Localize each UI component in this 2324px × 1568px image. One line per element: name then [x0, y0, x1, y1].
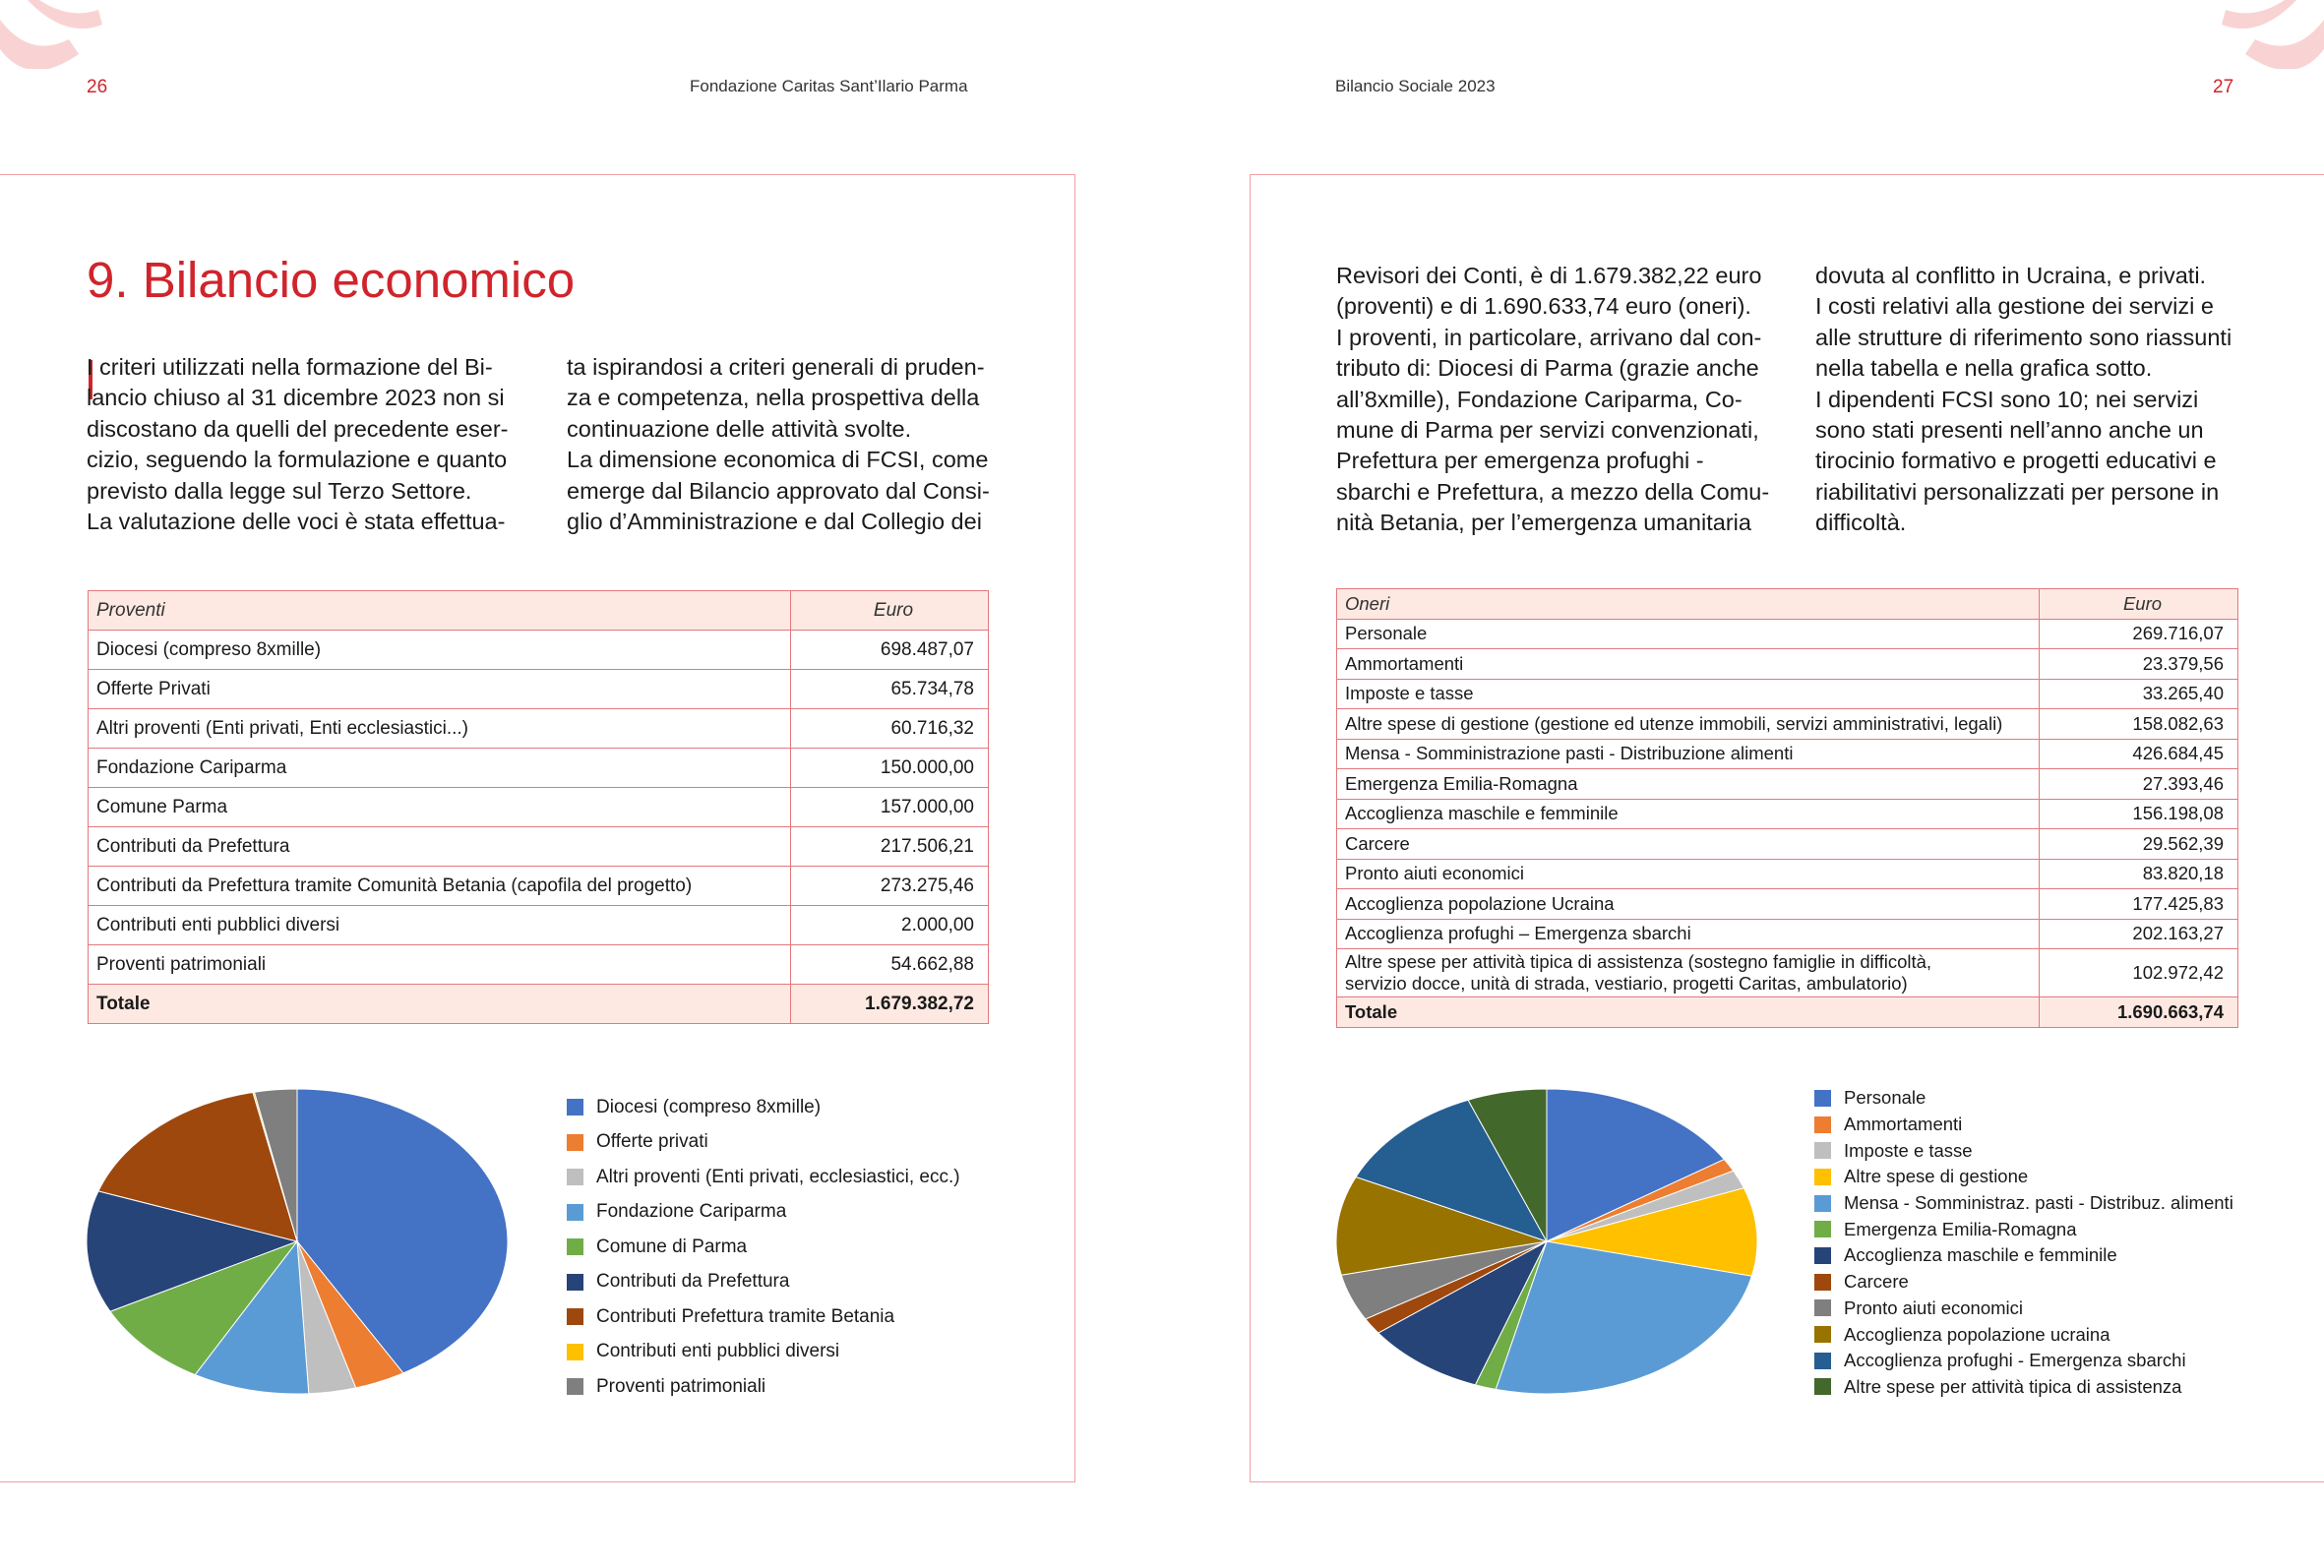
legend-item	[1814, 1269, 2233, 1296]
table-row	[89, 867, 989, 906]
table-row	[1337, 889, 2238, 920]
row-amount: 157.000,00	[791, 788, 989, 827]
table-row	[1337, 709, 2238, 740]
row-amount: 60.716,32	[791, 709, 989, 749]
table-header-row	[1337, 589, 2238, 620]
row-label: Accoglienza popolazione Ucraina	[1337, 889, 2040, 920]
left-body-col-2: ta ispirandosi a criteri generali di pruden- za e competenza, nella prospettiva della continuazione delle attività svolte. La dimensione economica di FCSI, come emerge dal Bilancio approvato dal Consi- glio d’Amministrazione e dal Collegio dei	[567, 354, 990, 535]
row-label: Diocesi (compreso 8xmille)	[89, 631, 791, 670]
legend-label: Offerte privati	[596, 1131, 708, 1153]
row-amount: 217.506,21	[791, 827, 989, 867]
oneri-pie-chart	[1336, 1088, 1757, 1395]
table-row	[89, 827, 989, 867]
legend-swatch	[1814, 1221, 1831, 1237]
table-row	[1337, 829, 2238, 860]
legend-item	[1814, 1321, 2233, 1348]
legend-swatch	[1814, 1247, 1831, 1264]
row-label: Altre spese di gestione (gestione ed utenze immobili, servizi amministrativi, legali)	[1337, 709, 2040, 740]
legend-label: Diocesi (compreso 8xmille)	[596, 1096, 822, 1117]
row-label: Mensa - Somministrazione pasti - Distribuzione alimenti	[1337, 739, 2040, 769]
legend-swatch	[567, 1204, 583, 1221]
row-label: Proventi patrimoniali	[89, 945, 791, 985]
row-label: Offerte Privati	[89, 670, 791, 709]
row-amount: 177.425,83	[2040, 889, 2238, 920]
table-row	[1337, 739, 2238, 769]
row-label: Accoglienza maschile e femminile	[1337, 799, 2040, 829]
legend-swatch	[567, 1238, 583, 1255]
legend-item	[567, 1265, 960, 1300]
row-label: Emergenza Emilia-Romagna	[1337, 769, 2040, 800]
corner-decoration-left	[0, 0, 108, 69]
row-label: Comune Parma	[89, 788, 791, 827]
total-row	[1337, 997, 2238, 1028]
row-label: Fondazione Cariparma	[89, 749, 791, 788]
row-amount: 2.000,00	[791, 906, 989, 945]
legend-label: Contributi enti pubblici diversi	[596, 1341, 840, 1362]
legend-item	[1814, 1112, 2233, 1138]
legend-item	[567, 1160, 960, 1195]
row-label: Carcere	[1337, 829, 2040, 860]
legend-label: Altri proventi (Enti privati, ecclesiastici, ecc.)	[596, 1166, 960, 1187]
legend-label: Accoglienza profughi - Emergenza sbarchi	[1844, 1350, 2186, 1371]
left-body-col-1: I criteri utilizzati nella formazione del Bi- lancio chiuso al 31 dicembre 2023 non si discostano da quelli del precedente eser- cizio, seguendo la formulazione e quanto previsto dalla legge sul Terzo Settore. La valutazione delle voci è stata effettua-	[87, 354, 509, 535]
legend-label: Emergenza Emilia-Romagna	[1844, 1218, 2077, 1239]
legend-item	[1814, 1348, 2233, 1374]
right-body-col-1: Revisori dei Conti, è di 1.679.382,22 euro (proventi) e di 1.690.633,74 euro (oneri). I proventi, in particolare, arrivano dal con- tributo di: Diocesi di Parma (grazie anche all’8xmille), Fondazione Cariparma, Co- mune di Parma per servizi convenzionati, Prefettura per emergenza profughi - sbarchi e Prefettura, a mezzo della Comu- nità Betania, per l’emergenza umanitaria	[1336, 263, 1770, 536]
page-number-left: 26	[87, 77, 108, 97]
row-amount: 426.684,45	[2040, 739, 2238, 769]
legend-label: Personale	[1844, 1087, 1926, 1109]
running-head-left: Fondazione Caritas Sant’Ilario Parma	[690, 77, 968, 95]
legend-label: Proventi patrimoniali	[596, 1375, 766, 1397]
legend-label: Ammortamenti	[1844, 1114, 1963, 1135]
legend-swatch	[1814, 1299, 1831, 1316]
table-row	[89, 749, 989, 788]
row-amount: 83.820,18	[2040, 859, 2238, 889]
legend-swatch	[1814, 1142, 1831, 1159]
table-row	[1337, 619, 2238, 649]
legend-label: Mensa - Somministraz. pasti - Distribuz. alimenti	[1844, 1192, 2233, 1214]
legend-swatch	[567, 1378, 583, 1395]
legend-label: Contributi Prefettura tramite Betania	[596, 1305, 895, 1327]
legend-label: Imposte e tasse	[1844, 1139, 1973, 1161]
legend-swatch	[1814, 1378, 1831, 1395]
row-amount: 29.562,39	[2040, 829, 2238, 860]
legend-label: Accoglienza maschile e femminile	[1844, 1244, 2117, 1266]
table-row	[1337, 769, 2238, 800]
legend-item	[1814, 1216, 2233, 1242]
row-amount: 273.275,46	[791, 867, 989, 906]
table-row	[89, 670, 989, 709]
legend-swatch	[567, 1134, 583, 1151]
row-amount: 158.082,63	[2040, 709, 2238, 740]
row-label: Accoglienza profughi – Emergenza sbarchi	[1337, 919, 2040, 949]
table-row	[1337, 679, 2238, 709]
legend-label: Fondazione Cariparma	[596, 1201, 787, 1223]
row-label: Contributi da Prefettura	[89, 827, 791, 867]
legend-label: Altre spese di gestione	[1844, 1166, 2029, 1187]
legend-item	[1814, 1164, 2233, 1190]
legend-label: Contributi da Prefettura	[596, 1271, 790, 1293]
legend-label: Altre spese per attività tipica di assistenza	[1844, 1375, 2182, 1397]
proventi-table	[88, 590, 989, 1024]
legend-swatch	[1814, 1090, 1831, 1107]
row-amount: 33.265,40	[2040, 679, 2238, 709]
legend-swatch	[567, 1308, 583, 1325]
legend-item	[567, 1369, 960, 1405]
page-number-right: 27	[2213, 77, 2234, 97]
legend-label: Accoglienza popolazione ucraina	[1844, 1323, 2110, 1345]
legend-item	[1814, 1190, 2233, 1217]
table-row	[1337, 799, 2238, 829]
legend-swatch	[567, 1099, 583, 1116]
corner-decoration-right	[2216, 0, 2324, 69]
legend-label: Carcere	[1844, 1271, 1909, 1293]
table-row	[1337, 859, 2238, 889]
section-heading: 9. Bilancio economico	[87, 252, 576, 308]
legend-swatch	[1814, 1116, 1831, 1133]
legend-swatch	[567, 1169, 583, 1185]
row-amount: 150.000,00	[791, 749, 989, 788]
row-amount: 156.198,08	[2040, 799, 2238, 829]
oneri-chart-legend	[1814, 1085, 2233, 1400]
row-label: Personale	[1337, 619, 2040, 649]
legend-item	[1814, 1374, 2233, 1401]
row-label: Altre spese per attività tipica di assistenza (sostegno famiglie in difficoltà, servizio docce, unità di strada, vestiario, progetti Caritas, ambulatorio)	[1337, 949, 2040, 997]
legend-swatch	[567, 1344, 583, 1360]
header-cell-label: Oneri	[1337, 589, 2040, 620]
legend-swatch	[1814, 1353, 1831, 1369]
running-head-right: Bilancio Sociale 2023	[1335, 77, 1496, 95]
table-row	[89, 631, 989, 670]
legend-label: Pronto aiuti economici	[1844, 1297, 2024, 1318]
legend-item	[567, 1230, 960, 1265]
table-row	[1337, 949, 2238, 997]
header-cell-label: Proventi	[89, 591, 791, 631]
table-row	[89, 709, 989, 749]
row-label: Ammortamenti	[1337, 649, 2040, 680]
row-label: Altri proventi (Enti privati, Enti ecclesiastici...)	[89, 709, 791, 749]
table-header-row	[89, 591, 989, 631]
proventi-chart-legend	[567, 1090, 960, 1405]
legend-item	[1814, 1137, 2233, 1164]
total-amount: 1.690.663,74	[2040, 997, 2238, 1028]
row-amount: 65.734,78	[791, 670, 989, 709]
total-row	[89, 985, 989, 1024]
legend-item	[1814, 1242, 2233, 1269]
legend-label: Comune di Parma	[596, 1236, 748, 1257]
total-label: Totale	[89, 985, 791, 1024]
legend-swatch	[1814, 1195, 1831, 1212]
table-row	[1337, 649, 2238, 680]
legend-swatch	[567, 1274, 583, 1291]
row-amount: 54.662,88	[791, 945, 989, 985]
right-body-col-2: dovuta al conflitto in Ucraina, e privati. I costi relativi alla gestione dei servizi e alle strutture di riferimento sono riassunti nella tabella e nella grafica sotto. I dipendenti FCSI sono 10; nei servizi sono stati presenti nell’anno anche un tirocinio formativo e progetti educativi e riabilitativi personalizzati per persone in difficoltà.	[1815, 263, 2232, 536]
total-amount: 1.679.382,72	[791, 985, 989, 1024]
table-row	[89, 788, 989, 827]
legend-item	[567, 1299, 960, 1335]
row-amount: 23.379,56	[2040, 649, 2238, 680]
legend-swatch	[1814, 1169, 1831, 1185]
header-cell-euro: Euro	[2040, 589, 2238, 620]
legend-swatch	[1814, 1326, 1831, 1343]
legend-item	[567, 1195, 960, 1231]
legend-item	[567, 1125, 960, 1161]
table-row	[89, 945, 989, 985]
header-cell-euro: Euro	[791, 591, 989, 631]
legend-item	[1814, 1296, 2233, 1322]
total-label: Totale	[1337, 997, 2040, 1028]
row-label: Pronto aiuti economici	[1337, 859, 2040, 889]
table-row	[1337, 919, 2238, 949]
row-label: Contributi enti pubblici diversi	[89, 906, 791, 945]
row-amount: 698.487,07	[791, 631, 989, 670]
row-amount: 202.163,27	[2040, 919, 2238, 949]
legend-item	[567, 1090, 960, 1125]
legend-item	[1814, 1085, 2233, 1112]
oneri-table	[1336, 588, 2238, 1028]
row-amount: 27.393,46	[2040, 769, 2238, 800]
legend-swatch	[1814, 1274, 1831, 1291]
row-amount: 102.972,42	[2040, 949, 2238, 997]
legend-item	[567, 1335, 960, 1370]
proventi-pie-chart	[87, 1088, 510, 1395]
row-amount: 269.716,07	[2040, 619, 2238, 649]
table-row	[89, 906, 989, 945]
row-label: Contributi da Prefettura tramite Comunità Betania (capofila del progetto)	[89, 867, 791, 906]
row-label: Imposte e tasse	[1337, 679, 2040, 709]
